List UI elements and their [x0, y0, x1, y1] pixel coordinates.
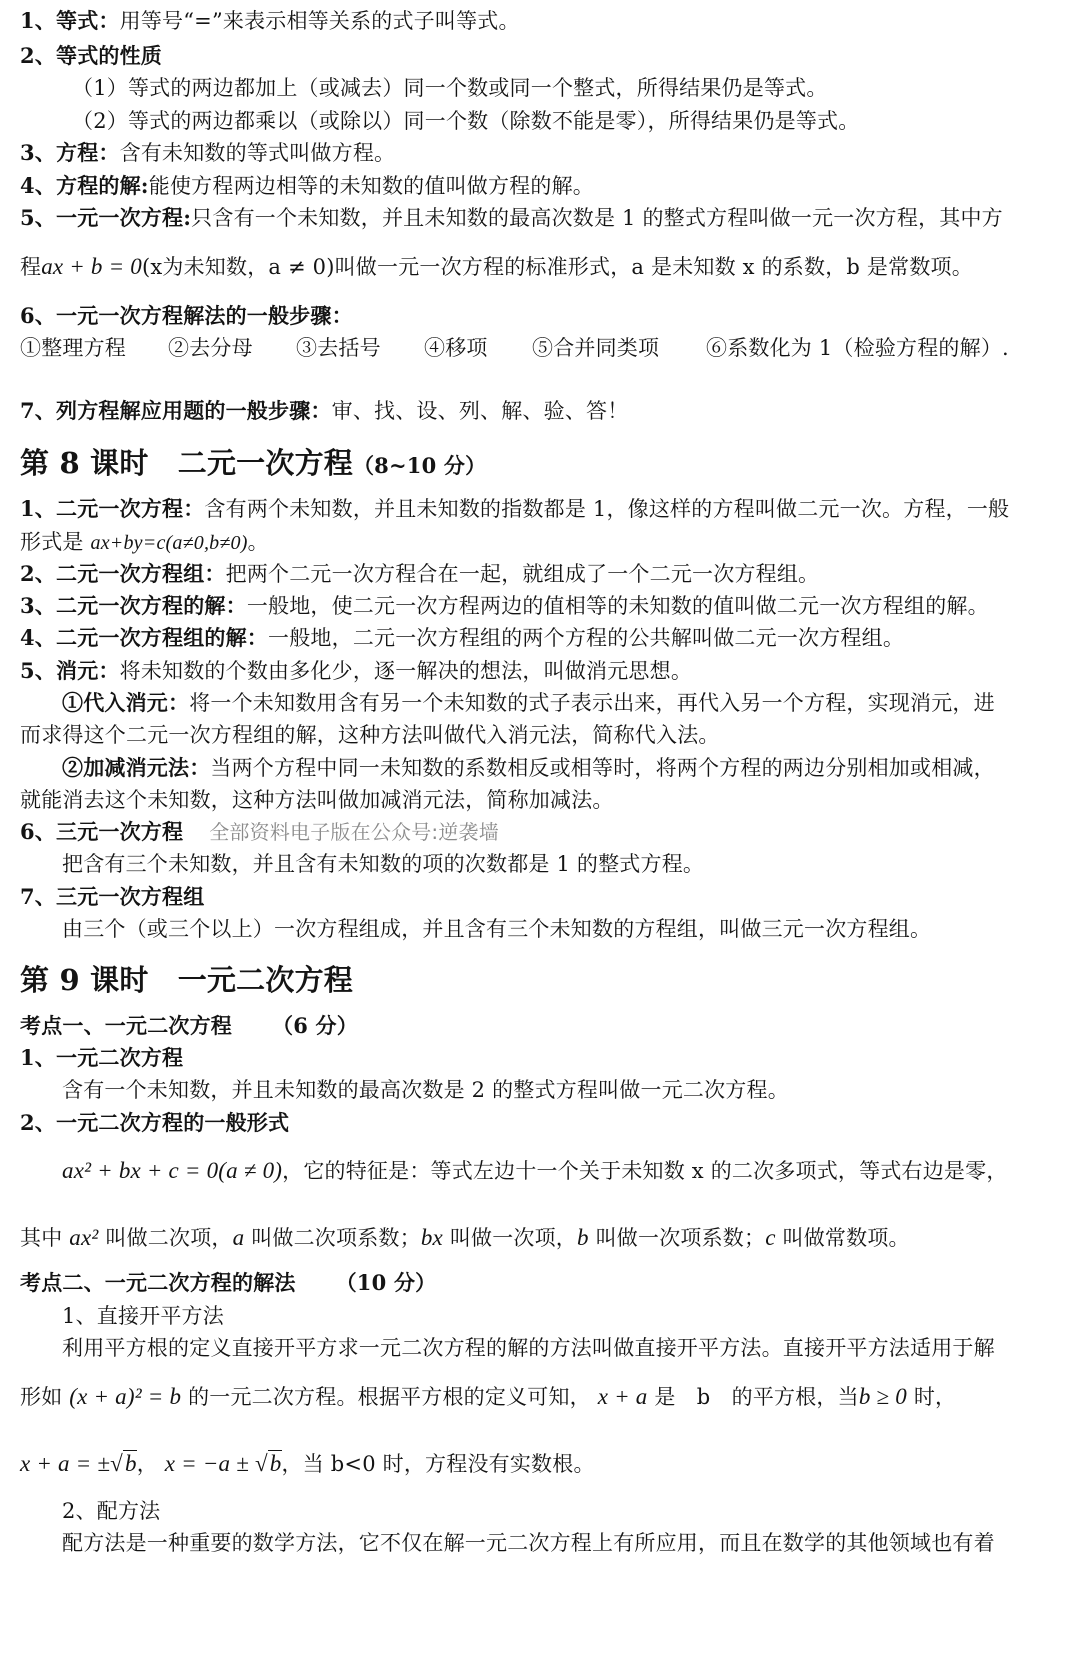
line-addition-elimination: ②加减消元法：当两个方程中同一未知数的系数相反或相等时，将两个方程的两边分别相加或相减，	[62, 755, 995, 780]
lesson-9-title: 第 9 课时 一元二次方程	[20, 963, 353, 997]
formula-root-1: x + a = ±√b	[20, 1451, 137, 1476]
line-direct-root-def: 利用平方根的定义直接开平方求一元二次方程的解的方法叫做直接开平方法。直接开平方法适用于解	[62, 1336, 995, 1360]
line-quadratic-terms: 其中 ax² 叫做二次项，a 叫做二次项系数；bx 叫做一次项，b 叫做一次项系数；c 叫做常数项。	[20, 1225, 910, 1250]
step-item: ②去分母	[168, 336, 253, 360]
formula-standard-form: ax + b = 0	[41, 254, 142, 279]
line-substitution: ①代入消元：将一个未知数用含有另一个未知数的式子表示出来，再代入另一个方程，实现消元，进	[62, 690, 995, 715]
exam-point-1-score: （6 分）	[272, 1013, 358, 1038]
step-item: ⑥系数化为 1（检验方程的解）.	[706, 336, 1009, 360]
line-binary-system-def: 2、二元一次方程组：把两个二元一次方程合在一起，就组成了一个二元一次方程组。	[20, 561, 820, 586]
watermark-text: 全部资料电子版在公众号:逆袭墙	[209, 820, 499, 844]
line-ternary-equation-def: 把含有三个未知数，并且含有未知数的项的次数都是 1 的整式方程。	[62, 852, 705, 876]
line-ternary-system-heading: 7、三元一次方程组	[20, 884, 205, 909]
line-elimination-def: 5、消元：将未知数的个数由多化少，逐一解决的想法，叫做消元思想。	[20, 658, 693, 683]
property-1: （1）等式的两边都加上（或减去）同一个数或同一个整式，所得结果仍是等式。	[72, 76, 828, 100]
formula-quadratic-general-form: ax² + bx + c = 0(a ≠ 0)	[62, 1158, 283, 1183]
line-substitution-cont: 而求得这个二元一次方程组的解，这种方法叫做代入消元法，简称代入法。	[20, 723, 720, 747]
line-standard-form: 程ax + b = 0(x为未知数，a ≠ 0)叫做一元一次方程的标准形式，a 是未知数 x 的系数，b 是常数项。	[20, 254, 973, 279]
lesson-8-title: 第 8 课时 二元一次方程（8~10 分）	[20, 446, 487, 480]
heading-equality-properties: 2、等式的性质	[20, 43, 163, 68]
heading-quadratic-general-form: 2、一元二次方程的一般形式	[20, 1110, 290, 1135]
line-binary-equation-def: 1、二元一次方程：含有两个未知数，并且未知数的指数都是 1，像这样的方程叫做二元一次。方程，一般	[20, 496, 1010, 521]
line-ternary-equation-heading: 6、三元一次方程 全部资料电子版在公众号:逆袭墙	[20, 819, 499, 844]
exam-point-2: 考点二、一元二次方程的解法 （10 分）	[20, 1270, 437, 1295]
step-item: ①整理方程	[20, 336, 126, 360]
line-quadratic-def: 含有一个未知数，并且未知数的最高次数是 2 的整式方程叫做一元二次方程。	[62, 1078, 789, 1102]
line-solution-def: 4、方程的解:能使方程两边相等的未知数的值叫做方程的解。	[20, 173, 594, 198]
line-binary-general-form: 形式是 ax+by=c(a≠0,b≠0)。	[20, 530, 269, 554]
heading-solution-steps: 6、一元一次方程解法的一般步骤：	[20, 303, 353, 328]
line-direct-root-form: 形如 (x + a)² = b 的一元二次方程。根据平方根的定义可知， x + a 是 b 的平方根，当b ≥ 0 时，	[20, 1384, 957, 1409]
step-item: ⑤合并同类项	[532, 336, 660, 360]
step-item: ④移项	[424, 336, 488, 360]
line-linear-equation-def: 5、一元一次方程:只含有一个未知数，并且未知数的最高次数是 1 的整式方程叫做一元一次方程，其中方	[20, 205, 1003, 230]
exam-point-2-score: （10 分）	[335, 1270, 437, 1295]
line-direct-root-solution: x + a = ±√b， x = −a ± √b，当 b<0 时，方程没有实数根。	[20, 1451, 595, 1476]
lesson-8-points: （8~10 分）	[352, 453, 487, 478]
line-completing-square-def: 配方法是一种重要的数学方法，它不仅在解一元二次方程上有所应用，而且在数学的其他领域也有着	[62, 1531, 995, 1555]
formula-root-2: x = −a ± √b	[164, 1451, 282, 1476]
line-equation-def: 3、方程：含有未知数的等式叫做方程。	[20, 140, 396, 165]
line-equality-def: 1、等式：用等号“=”来表示相等关系的式子叫等式。	[20, 8, 520, 33]
formula-binary-general-form: ax+by=c(a≠0,b≠0)	[90, 532, 248, 554]
line-quadratic-general-form: ax² + bx + c = 0(a ≠ 0)，它的特征是：等式左边十一个关于未知数 x 的二次多项式，等式右边是零，	[62, 1158, 1008, 1183]
solution-steps-list	[20, 333, 1068, 363]
heading-completing-square: 2、配方法	[62, 1499, 161, 1523]
line-binary-solution-def: 3、二元一次方程的解：一般地，使二元一次方程两边的值相等的未知数的值叫做二元一次方程组的解。	[20, 593, 989, 618]
line-addition-elimination-cont: 就能消去这个未知数，这种方法叫做加减消元法，简称加减法。	[20, 788, 614, 812]
heading-direct-root: 1、直接开平方法	[62, 1304, 224, 1328]
heading-quadratic-equation: 1、一元二次方程	[20, 1045, 184, 1070]
exam-point-1: 考点一、一元二次方程 （6 分）	[20, 1013, 358, 1038]
step-item: ③去括号	[296, 336, 381, 360]
line-ternary-system-def: 由三个（或三个以上）一次方程组成，并且含有三个未知数的方程组，叫做三元一次方程组。	[62, 917, 932, 941]
formula-square-form: (x + a)² = b	[69, 1384, 182, 1409]
line-binary-system-solution-def: 4、二元一次方程组的解：一般地，二元一次方程组的两个方程的公共解叫做二元一次方程组。	[20, 625, 905, 650]
property-2: （2）等式的两边都乘以（或除以）同一个数（除数不能是零），所得结果仍是等式。	[72, 109, 860, 133]
line-word-problem-steps: 7、列方程解应用题的一般步骤：审、找、设、列、解、验、答！	[20, 398, 629, 423]
